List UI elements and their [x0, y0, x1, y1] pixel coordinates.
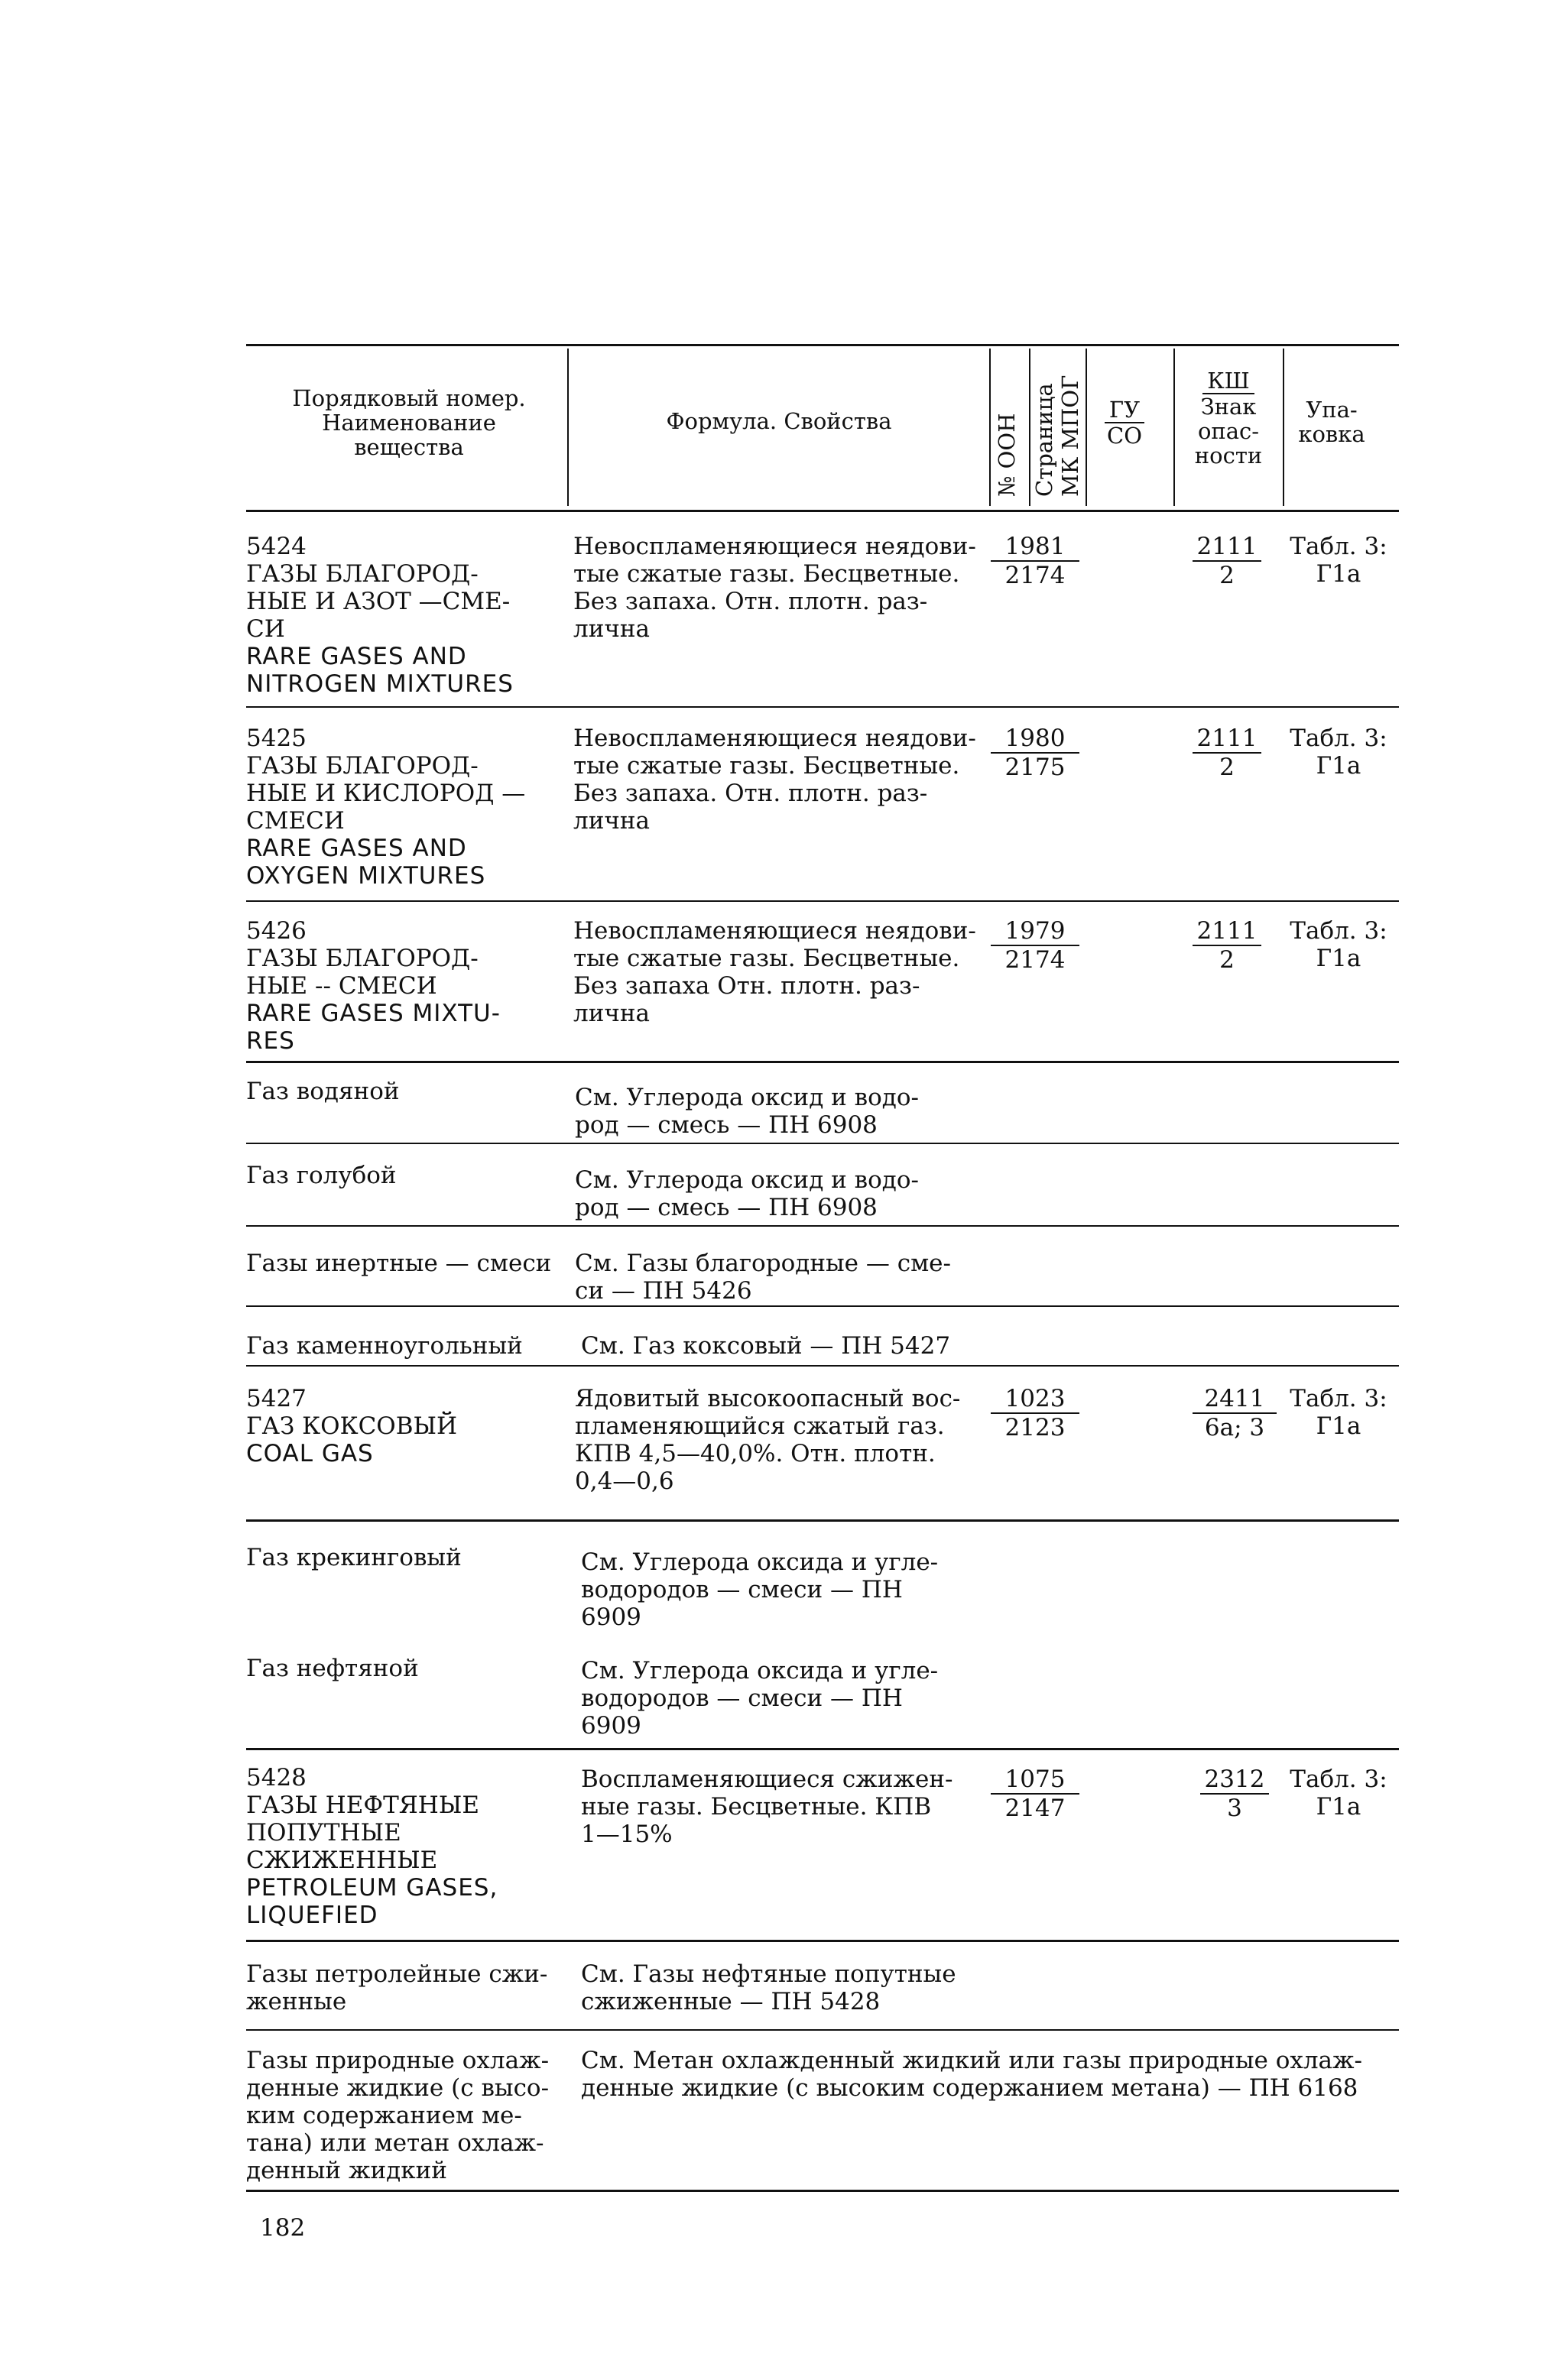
header-top-rule — [246, 344, 1399, 346]
ref-inert-gases-name: Газы инертные — смеси — [246, 1250, 552, 1277]
rule-after-5424 — [246, 706, 1399, 708]
rule-after-water-gas — [246, 1143, 1399, 1144]
entry-5424-name: 5424 ГАЗЫ БЛАГОРОД- НЫЕ И АЗОТ —СМЕ- СИ RARE GASES AND NITROGEN MIXTURES — [246, 533, 514, 698]
entry-5428-props: Воспламеняющиеся сжижен- ные газы. Бесцветные. КПВ 1—15% — [581, 1766, 953, 1848]
header-divider-4 — [1086, 349, 1087, 506]
ref-petroleum-gases-name: Газы петролейные сжи- женные — [246, 1960, 548, 2015]
rule-after-petroleum-gases — [246, 2029, 1399, 2031]
ref-coal-gas-name: Газ каменноугольный — [246, 1332, 523, 1360]
ref-coal-gas-text: См. Газ коксовый — ПН 5427 — [581, 1332, 951, 1360]
entry-5425-name: 5425 ГАЗЫ БЛАГОРОД- НЫЕ И КИСЛОРОД — СМЕСИ RARE GASES AND OXYGEN MIXTURES — [246, 725, 526, 890]
header-page-column-line1: Страница — [1031, 383, 1057, 497]
entry-5427-ksh-sign: 2411 6а; 3 — [1193, 1385, 1277, 1441]
entry-5427-props: Ядовитый высокоопасный вос- пламеняющийся сжатый газ. КПВ 4,5—40,0%. Отн. плотн. 0,4—0,6 — [575, 1385, 961, 1495]
ref-blue-gas-name: Газ голубой — [246, 1162, 397, 1189]
rule-after-inert-gases — [246, 1305, 1399, 1307]
ref-oil-gas-name: Газ нефтяной — [246, 1655, 419, 1682]
ref-natural-gases-name: Газы природные охлаж- денные жидкие (с высо- ким содержанием ме- тана) или метан охлаж- денный жидкий — [246, 2047, 550, 2184]
entry-5427-pack: Табл. 3: Г1а — [1290, 1385, 1387, 1440]
entry-5426-name: 5426 ГАЗЫ БЛАГОРОД- НЫЕ -- СМЕСИ RARE GASES MIXTU- RES — [246, 917, 501, 1055]
ref-cracking-gas-text: См. Углерода оксида и угле- водородов — смеси — ПН 6909 — [581, 1548, 939, 1631]
header-page-column-line2: МК МПОГ — [1057, 375, 1083, 497]
entry-5425-props: Невоспламеняющиеся неядови- тые сжатые газы. Бесцветные. Без запаха. Отн. плотн. раз- лична — [573, 725, 976, 835]
rule-after-coal-gas — [246, 1365, 1399, 1367]
header-bottom-rule — [246, 510, 1399, 512]
entry-5426-pack: Табл. 3: Г1а — [1290, 917, 1387, 972]
entry-5426-props: Невоспламеняющиеся неядови- тые сжатые газы. Бесцветные. Без запаха Отн. плотн. раз- лична — [573, 917, 976, 1027]
rule-after-5427 — [246, 1519, 1399, 1522]
header-divider-6 — [1283, 349, 1284, 506]
entry-5425-pack: Табл. 3: Г1а — [1290, 725, 1387, 780]
entry-5424-pack: Табл. 3: Г1а — [1290, 533, 1387, 588]
entry-5428-pack: Табл. 3: Г1а — [1290, 1766, 1387, 1821]
entry-5428-ksh-sign: $\frac{2312}{3}$ — [1200, 1766, 1269, 1822]
header-divider-2 — [989, 349, 991, 506]
rule-after-oil-gas — [246, 1748, 1399, 1750]
header-divider-5 — [1173, 349, 1175, 506]
header-formula-column: Формула. Свойства — [666, 408, 892, 434]
entry-5426-ksh-sign: $\frac{2111}{2}$ — [1193, 917, 1261, 974]
ref-inert-gases-text: См. Газы благородные — сме- си — ПН 5426 — [575, 1250, 952, 1305]
rule-after-5426 — [246, 1061, 1399, 1063]
rule-after-blue-gas — [246, 1225, 1399, 1227]
ref-blue-gas-text: См. Углерода оксид и водо- род — смесь — ПН 6908 — [575, 1166, 920, 1221]
entry-5428-un-page: $\frac{1075}{2147}$ — [991, 1766, 1079, 1822]
entry-5425-ksh-sign: $\frac{2111}{2}$ — [1193, 725, 1261, 781]
rule-after-5425 — [246, 900, 1399, 902]
page-number: 182 — [260, 2214, 306, 2242]
entry-5426-un-page: $\frac{1979}{2174}$ — [991, 917, 1079, 974]
entry-5425-un-page: $\frac{1980}{2175}$ — [991, 725, 1079, 781]
header-pack-column: Упа- ковка — [1298, 397, 1365, 447]
ref-oil-gas-text: См. Углерода оксида и угле- водородов — смеси — ПН 6909 — [581, 1657, 939, 1740]
ref-water-gas-name: Газ водяной — [246, 1078, 400, 1105]
entry-5428-name: 5428 ГАЗЫ НЕФТЯНЫЕ ПОПУТНЫЕ СЖИЖЕННЫЕ PETROLEUM GASES, LIQUEFIED — [246, 1764, 498, 1929]
rule-bottom — [246, 2190, 1399, 2192]
ref-petroleum-gases-text: См. Газы нефтяные попутные сжиженные — ПН 5428 — [581, 1960, 956, 2015]
ref-cracking-gas-name: Газ крекинговый — [246, 1544, 462, 1571]
entry-5424-un-page: $\frac{1981}{2174}$ — [991, 533, 1079, 589]
header-un-column: № ООН — [994, 413, 1020, 497]
header-divider-3 — [1029, 349, 1030, 506]
entry-5424-props: Невоспламеняющиеся неядови- тые сжатые газы. Бесцветные. Без запаха. Отн. плотн. раз- лична — [573, 533, 976, 643]
entry-5424-ksh-sign: $\frac{2111}{2}$ — [1193, 533, 1261, 589]
ref-water-gas-text: См. Углерода оксид и водо- род — смесь — ПН 6908 — [575, 1084, 920, 1139]
header-gu-column: ГУ СО — [1089, 397, 1160, 448]
ref-natural-gases-text: См. Метан охлажденный жидкий или газы природные охлаж- денные жидкие (с высоким содержанием метана) — ПН 6168 — [581, 2047, 1363, 2102]
entry-5427-un-page: $\frac{1023}{2123}$ — [991, 1385, 1079, 1441]
header-divider-1 — [567, 349, 569, 506]
header-ksh-column: КШ Знак опас- ности — [1194, 368, 1263, 469]
header-name-column: Порядковый номер. Наименование вещества — [292, 385, 526, 460]
rule-after-5428 — [246, 1940, 1399, 1942]
entry-5427-name: 5427 ГАЗ КОКСОВЫЙ COAL GAS — [246, 1385, 458, 1467]
